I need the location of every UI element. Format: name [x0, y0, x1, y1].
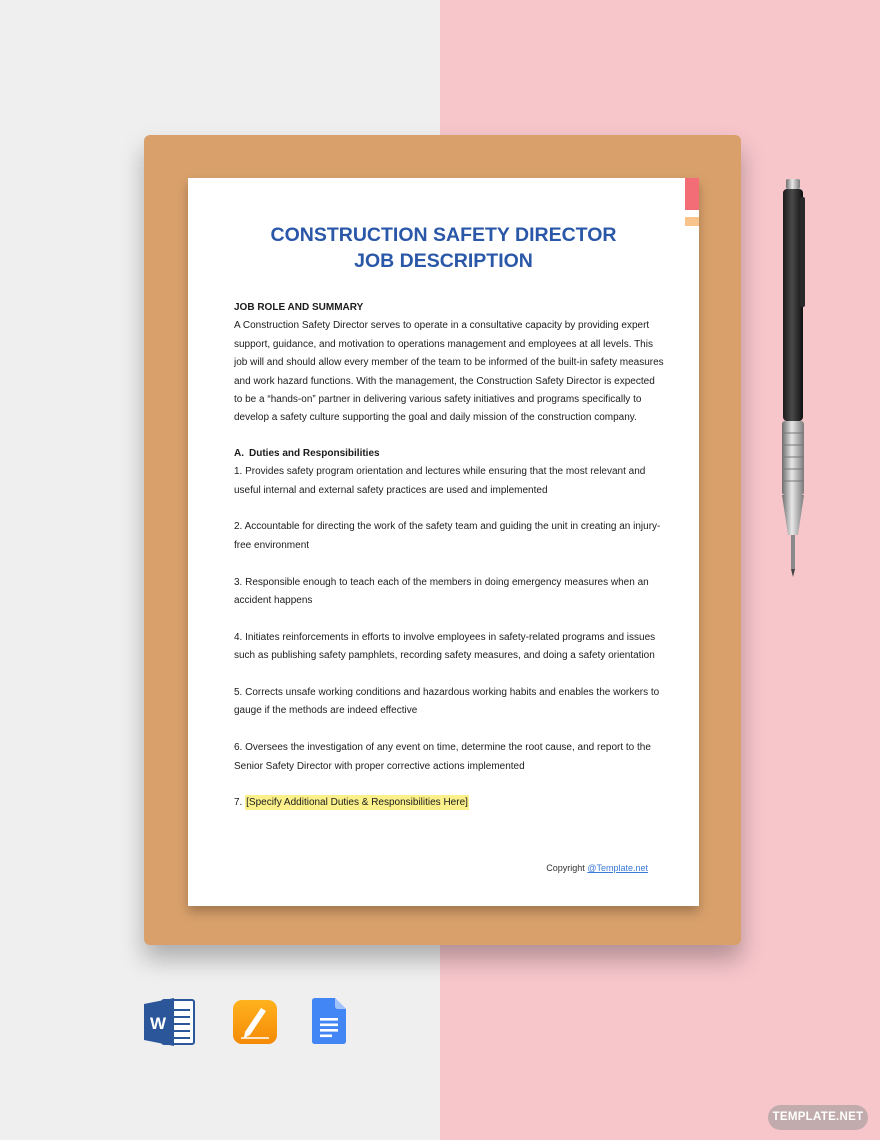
- pages-icon[interactable]: [233, 1000, 277, 1044]
- duty-item: 4. Initiates reinforcements in efforts to involve employees in safety-related programs and issues such as publishing safety pamphlets, recording safety measures, and doing a safety orientation: [234, 631, 656, 662]
- copyright-link[interactable]: @Template.net: [587, 863, 648, 873]
- copyright-footer: [546, 863, 648, 873]
- google-docs-icon[interactable]: [312, 998, 346, 1044]
- item-7-number: 7.: [234, 797, 243, 809]
- accent-bar-pink: [685, 178, 699, 210]
- template-watermark: TEMPLATE.NET: [768, 1105, 868, 1130]
- duty-item: 6. Oversees the investigation of any event on time, determine the root cause, and report to the Senior Safety Director with proper corrective actions implemented: [234, 742, 651, 772]
- document-title: [188, 222, 699, 274]
- svg-text:W: W: [149, 1014, 167, 1033]
- duty-item: 5. Corrects unsafe working conditions and hazardous working habits and enables the workers to gauge if the methods are indeed effective: [234, 687, 660, 717]
- copyright-label: Copyright: [546, 863, 585, 873]
- duty-item-placeholder: [234, 794, 664, 812]
- document-page: [188, 178, 699, 906]
- duty-item: 1. Provides safety program orientation and lectures while ensuring that the most relevant and useful internal and external safety practices are used and implemented: [234, 466, 646, 496]
- mechanical-pencil-icon: [770, 175, 820, 585]
- section-heading-text: Duties and Responsibilities: [249, 447, 380, 459]
- duty-item: 2. Accountable for directing the work of the safety team and guiding the unit in creating an injury-free environment: [234, 521, 661, 551]
- document-body: [234, 299, 664, 831]
- duty-item: 3. Responsible enough to teach each of the members in doing emergency measures when an accident happens: [234, 576, 649, 607]
- summary-text: A Construction Safety Director serves to operate in a consultative capacity by providing expert support, guidance, and motivation to operations management and employees at all levels. This job will and should allow every member of the team to be informed of the built-in safety measures and work hazard functions. With the management, the Construction Safety Director is expected to be a “hands-on” partner in delivering various safety initiatives and programs specifically to develop a safety culture supporting the goal and daily mission of the construction company.: [234, 320, 664, 424]
- title-line-1: CONSTRUCTION SAFETY DIRECTOR: [270, 224, 617, 246]
- summary-heading: JOB ROLE AND SUMMARY: [234, 302, 364, 313]
- title-line-2: JOB DESCRIPTION: [354, 250, 533, 272]
- section-heading: [234, 445, 664, 463]
- section-letter: A.: [234, 447, 244, 459]
- word-icon[interactable]: [144, 998, 196, 1046]
- placeholder-highlight: [Specify Additional Duties & Responsibilities Here]: [246, 797, 468, 809]
